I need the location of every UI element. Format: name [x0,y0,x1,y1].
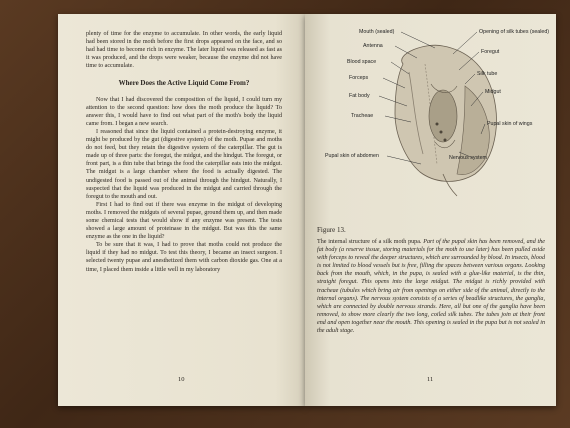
figure-title: Figure 13. [317,226,346,234]
paragraph-1: plenty of time for the enzyme to accumulate. In other words, the early liquid had been stored in the moth before the first drops appeared on the face, and so had had time to become rich in enzyme. The later liquid was released as fast as it was produced, and the drops were weaker, because the enzyme did not have time to accumulate. [86,31,282,70]
left-page [58,14,305,406]
label-antenna: Antenna [363,43,383,49]
label-silk-tube-openings: Opening of silk tubes (sealed) [479,29,550,35]
right-page-number: 11 [427,376,434,383]
label-midgut: Midgut [485,89,501,95]
label-nervous-system: Nervous system [449,155,487,161]
caption-italic: Part of the pupal skin has been removed, and the fat body (a reserve tissue, storing materials for the moth to use later) has been pulled aside with forceps to reveal the deeper structures, which are surrounded by blood. In insects, blood is not limited to blood vessels but is free, filling the spaces between various organs. Looking back from the mouth, which, in the pupa, is sealed with a glue-like material, is the thin, straight foregut. This opens into the large midgut. The midgut is richly provided with tracheae (tubules which bring air from openings on either side of the animal, directly to the internal organs). The nervous system consists of a series of beadlike structures, the ganglia, which are connected by double nervous strands. Here, all but one of the ganglia have been removed, to show more clearly the two long, coiled silk tubes. The tubes join at their front end and open together near the mouth. This opening is sealed in the pupa but is not sealed in the adult stage. [317,239,545,335]
label-tracheae: Tracheae [351,113,374,119]
label-mouth: Mouth (sealed) [359,29,395,35]
pupa-figure [325,24,555,224]
open-book [58,14,556,406]
label-forceps: Forceps [349,75,369,81]
label-pupal-skin-wings: Pupal skin of wings [487,121,533,127]
left-page-number: 10 [178,376,185,383]
section-heading: Where Does the Active Liquid Come From? [118,79,250,88]
label-blood-space: Blood space [347,59,377,65]
caption-plain: The internal structure of a silk moth pupa. [317,239,422,245]
label-silk-tube: Silk tube [477,71,498,77]
label-pupal-skin-abdomen: Pupal skin of abdomen [325,153,379,159]
right-page [305,14,556,406]
label-fat-body: Fat body [349,93,370,99]
paragraph-2: Now that I had discovered the composition of the liquid, I could turn my attention to the second question: how does the moth produce the liquid? To answer this, I would have to find out what part of the moth's body the liquid came from. I began a new search. [86,96,282,127]
label-foregut: Foregut [481,49,500,55]
paragraph-5: To be sure that it was, I had to prove that moths could not produce the liquid if they had no midgut. To test this theory, I became an insect surgeon. I selected twenty pupae and anesthetized them with carbon dioxide gas. One at a time, I placed them inside a little well in my laboratory [86,242,282,273]
paragraph-3: I reasoned that since the liquid contained a protein-destroying enzyme, it might be produced by the gut (digestive system) of the moth. Pupae and moths do not feed, but they retain the digestive system of the caterpillar. The gut is made up of three parts: the foregut, the midgut, and the hindgut. The foregut, or front part, is a thin tube that brings the food the caterpillar eats into the midgut. The midgut is a large chamber where the food is actually digested. The undigested food is passed out of the animal through the hindgut. Naturally, I suspected that the liquid was produced in the midgut and carried through the foregut to the mouth and out. [86,128,282,200]
figure-caption [317,238,545,335]
paragraph-4: First I had to find out if there was enzyme in the midgut of developing moths. I removed the midguts of several pupae, ground them up, and then made some chemical tests that would show if any enzyme was present. The tests showed a large amount of proteinase in the midgut. But was this the same enzyme as the one in the liquid? [86,201,282,241]
left-page-text [86,30,282,274]
